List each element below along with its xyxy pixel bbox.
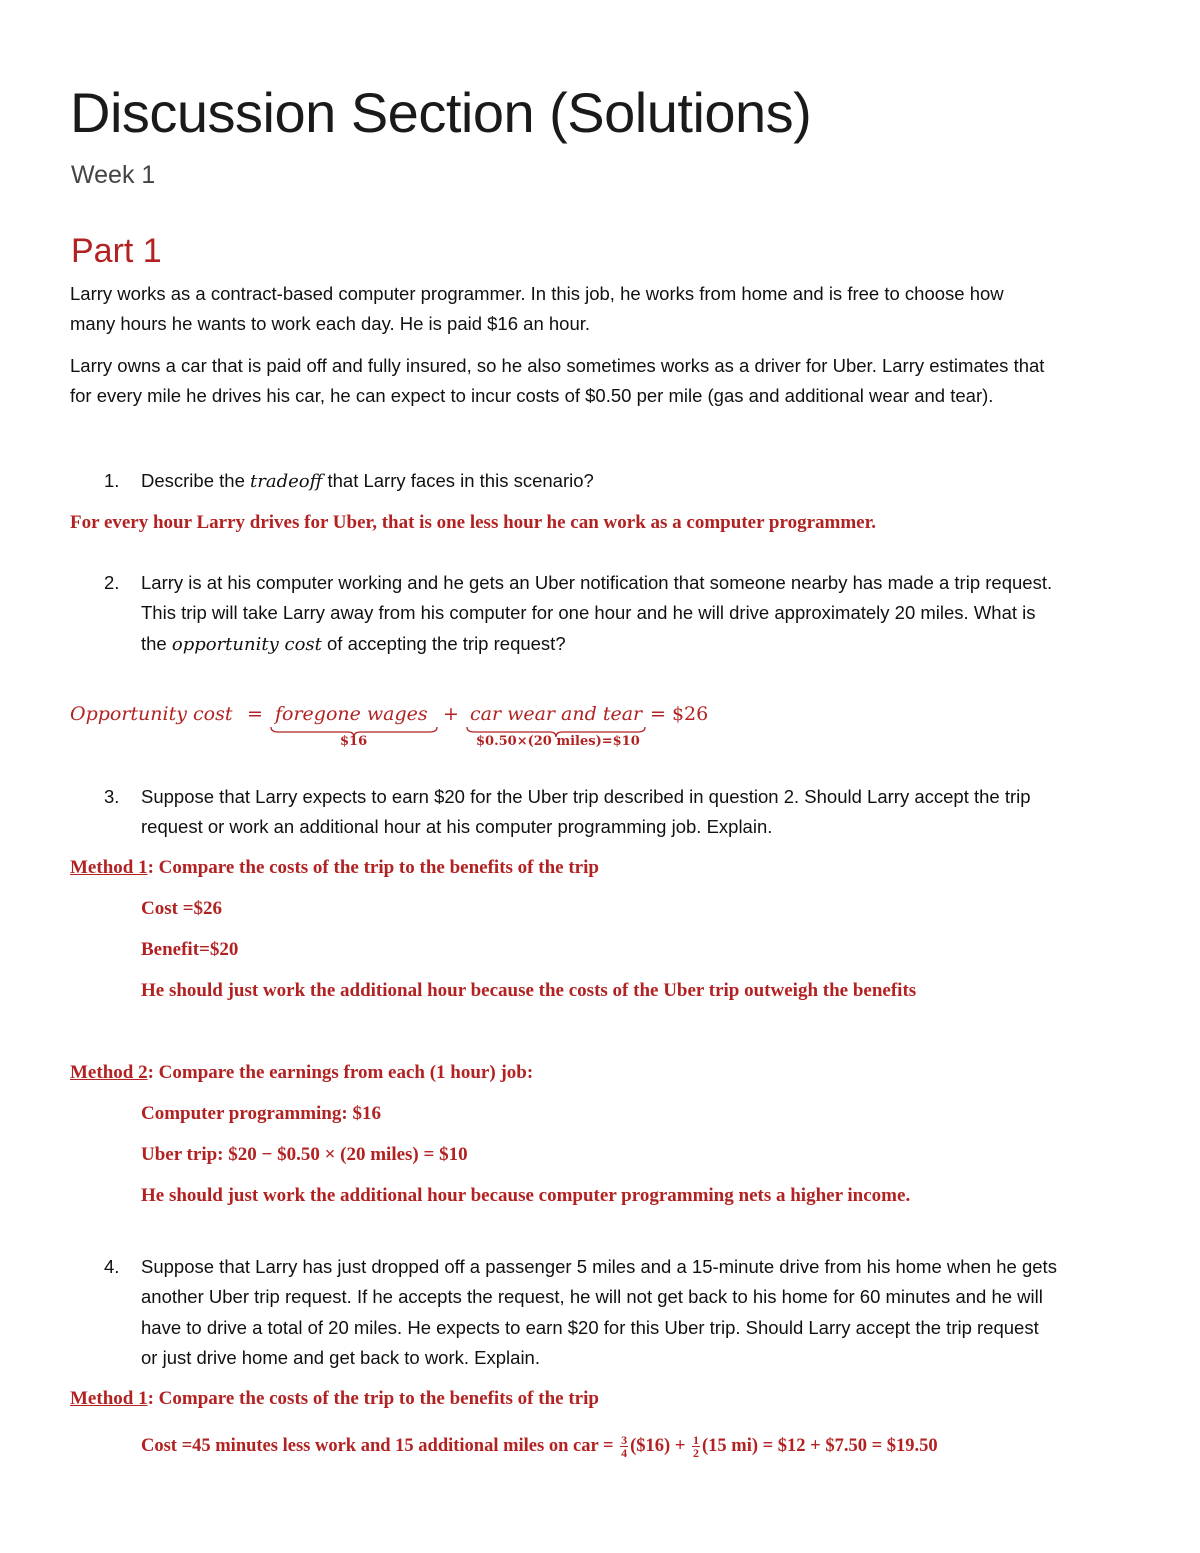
emphasis-term: opportunity cost [171,634,322,655]
question-number: 3. [104,786,120,807]
method-1-heading [70,857,599,879]
intro-paragraph-1-line-1: Larry works as a contract-based computer programmer. In this job, he works from home and is free to choose how [70,283,1004,304]
method-description: : Compare the earnings from each (1 hour) job: [147,1062,534,1083]
intro-paragraph-2-line-2: for every mile he drives his car, he can expect to incur costs of $0.50 per mile (gas and additional wear and tear). [70,385,994,406]
cost-calculation [141,1434,938,1459]
question-text-segment: that Larry faces in this scenario? [322,470,594,491]
benefit-line: Benefit=$20 [141,939,239,960]
method-label: Method 2 [70,1062,148,1083]
question-2-line-1: Larry is at his computer working and he gets an Uber notification that someone nearby has made a trip request. [141,572,1053,593]
uber-earnings: Uber trip: $20 − $0.50 × (20 miles) = $10 [141,1144,468,1165]
fraction [692,1434,700,1459]
emphasis-term: tradeoff [250,471,323,492]
intro-paragraph-2-line-1: Larry owns a car that is paid off and fully insured, so he also sometimes works as a driver for Uber. Larry estimates that [70,355,1045,376]
question-2-line-3 [141,633,566,655]
question-4-line-4: or just drive home and get back to work. Explain. [141,1347,540,1368]
question-1-text [141,470,594,492]
question-text-segment: Describe the [141,470,250,491]
question-number: 1. [104,470,120,491]
question-text-segment: of accepting the trip request? [321,633,566,654]
fraction-denominator: 2 [693,1446,699,1460]
cost-text: Cost =45 minutes less work and 15 additional miles on car = [141,1435,619,1456]
method-description: : Compare the costs of the trip to the benefits of the trip [147,1388,599,1409]
page-title: Discussion Section (Solutions) [70,81,812,144]
question-3-line-1: Suppose that Larry expects to earn $20 for the Uber trip described in question 2. Should Larry accept the trip [141,786,1031,807]
equation-result: = $26 [650,703,709,725]
underbrace-label-wages: $16 [340,734,368,749]
fraction-numerator: 1 [693,1433,699,1447]
method-description: : Compare the costs of the trip to the benefits of the trip [147,857,599,878]
cost-line: Cost =$26 [141,898,223,919]
method-2-conclusion: He should just work the additional hour because computer programming nets a higher income. [141,1185,911,1206]
equation-term-car-wear: car wear and tear [470,703,643,725]
fraction-numerator: 3 [621,1433,628,1447]
page-subtitle: Week 1 [71,161,156,189]
equation-equals: = [247,703,263,725]
fraction-denominator: 4 [621,1446,628,1460]
question-text-segment: the [141,633,172,654]
method-2-heading [70,1062,533,1084]
method-1-conclusion: He should just work the additional hour because the costs of the Uber trip outweigh the benefits [141,980,917,1001]
question-number: 4. [104,1256,120,1277]
cost-text: (15 mi) = $12 + $7.50 = $19.50 [702,1435,938,1456]
equation-lhs: Opportunity cost [70,703,233,725]
question-3-line-2: request or work an additional hour at his computer programming job. Explain. [141,816,773,837]
equation-plus: + [443,703,459,725]
question-4-line-2: another Uber trip request. If he accepts the request, he will not get back to his home for 60 minutes and he will [141,1286,1043,1307]
method-1-heading [70,1388,599,1410]
answer-1: For every hour Larry drives for Uber, that is one less hour he can work as a computer programmer. [70,512,877,533]
question-2-line-2: This trip will take Larry away from his computer for one hour and he will drive approximately 20 miles. What is [141,602,1036,623]
underbrace-label-car: $0.50×(20 miles)=$10 [476,734,640,749]
section-heading: Part 1 [71,232,162,270]
method-label: Method 1 [70,857,148,878]
programming-earnings: Computer programming: $16 [141,1103,381,1124]
fraction [620,1434,628,1459]
question-4-line-3: have to drive a total of 20 miles. He expects to earn $20 for this Uber trip. Should Larry accept the trip request [141,1317,1039,1338]
cost-text: ($16) + [630,1435,690,1456]
equation-term-foregone-wages: foregone wages [275,703,428,725]
question-4-line-1: Suppose that Larry has just dropped off a passenger 5 miles and a 15-minute drive from his home when he gets [141,1256,1057,1277]
question-number: 2. [104,572,120,593]
method-label: Method 1 [70,1388,148,1409]
intro-paragraph-1-line-2: many hours he wants to work each day. He is paid $16 an hour. [70,313,591,334]
